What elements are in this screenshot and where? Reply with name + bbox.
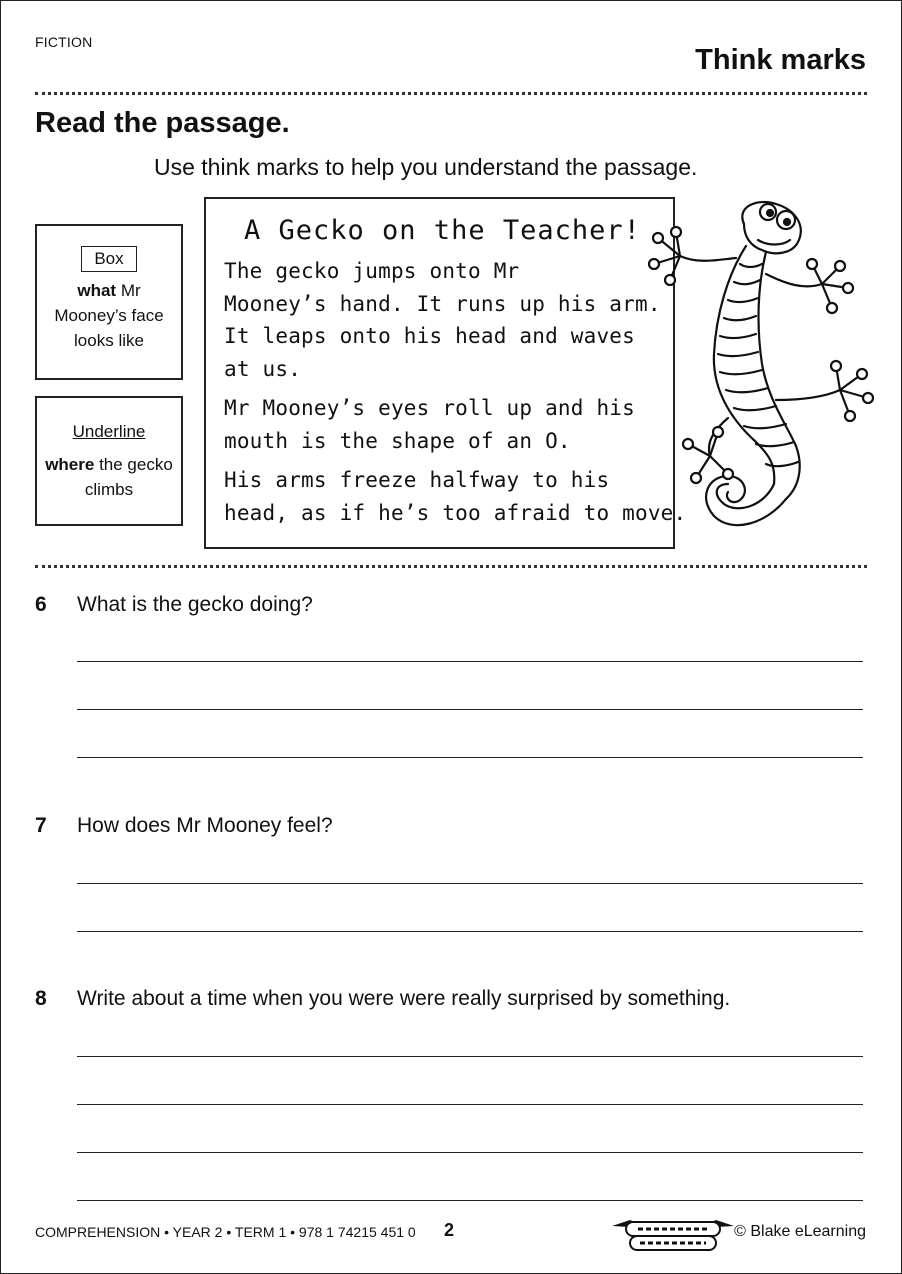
think-mark-description xyxy=(37,278,181,353)
footer-publication-info: COMPREHENSION • YEAR 2 • TERM 1 • 978 1 74215 451 0 xyxy=(35,1224,416,1240)
answer-line[interactable] xyxy=(77,1200,863,1201)
section-label: FICTION xyxy=(35,34,93,50)
think-mark-box-card xyxy=(35,224,183,380)
question-number: 7 xyxy=(35,814,47,837)
passage-box xyxy=(204,197,687,549)
question-number: 8 xyxy=(35,987,47,1010)
think-mark-label: Box xyxy=(81,246,136,272)
think-mark-text: the gecko climbs xyxy=(84,455,173,499)
answer-line[interactable] xyxy=(77,1104,863,1105)
think-mark-text: Mr Mooney’s face looks like xyxy=(54,281,164,350)
question-text: Write about a time when you were were really surprised by something. xyxy=(77,987,731,1010)
question-number: 6 xyxy=(35,593,47,616)
gecko-illustration xyxy=(636,194,886,554)
page-number: 2 xyxy=(444,1220,455,1240)
answer-line[interactable] xyxy=(77,757,863,758)
answer-line[interactable] xyxy=(77,1056,863,1057)
question-text: How does Mr Mooney feel? xyxy=(77,814,333,837)
divider xyxy=(35,565,867,568)
passage-paragraph: His arms freeze halfway to his head, as if he’s too afraid to move. xyxy=(224,468,687,525)
passage-title: A Gecko on the Teacher! xyxy=(244,215,641,246)
page-title: Think marks xyxy=(695,44,866,76)
think-mark-keyword: where xyxy=(45,455,95,474)
instructions-subheading: Use think marks to help you understand the passage. xyxy=(154,154,698,180)
answer-line[interactable] xyxy=(77,661,863,662)
answer-line[interactable] xyxy=(77,709,863,710)
think-mark-underline-card xyxy=(35,396,183,526)
passage-paragraph: The gecko jumps onto Mr Mooney’s hand. It runs up his arm. It leaps onto his head and waves at us. xyxy=(224,259,661,381)
reading-eggspress-logo xyxy=(608,1216,738,1252)
think-mark-label: Underline xyxy=(72,422,146,441)
copyright: © Blake eLearning xyxy=(734,1223,866,1240)
answer-line[interactable] xyxy=(77,1152,863,1153)
question-text: What is the gecko doing? xyxy=(77,593,313,616)
answer-line[interactable] xyxy=(77,883,863,884)
divider xyxy=(35,92,867,95)
think-mark-keyword: what xyxy=(77,281,117,300)
think-mark-description xyxy=(37,452,181,502)
instructions-heading: Read the passage. xyxy=(35,107,290,139)
answer-line[interactable] xyxy=(77,931,863,932)
passage-paragraph: Mr Mooney’s eyes roll up and his mouth is the shape of an O. xyxy=(224,396,635,453)
